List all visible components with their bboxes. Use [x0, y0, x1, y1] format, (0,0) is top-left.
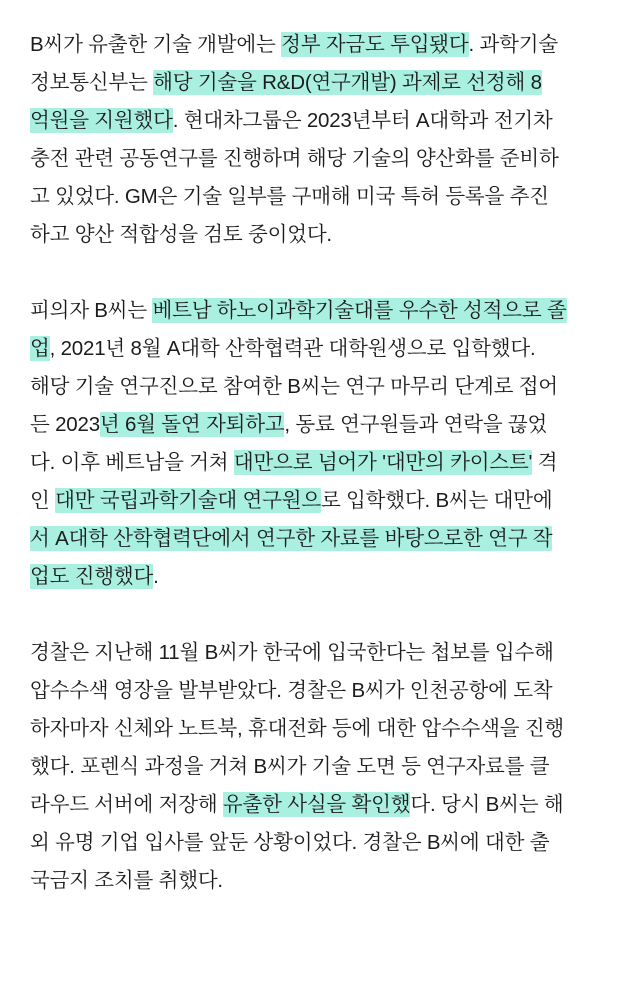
- body-text: 로 입학했다. B씨는 대만에: [320, 489, 553, 512]
- paragraph-3: [30, 634, 612, 900]
- paragraph-2: [30, 292, 612, 596]
- highlighted-text: 베트남 하노이과학기술대를 우수한 성적으로 졸 업: [30, 299, 567, 360]
- body-text: , 동료 연구원들과 연락을 끊었 다. 이후 베트남을 거쳐: [30, 413, 548, 474]
- body-text: . 과학기술 정보통신부는: [30, 33, 558, 94]
- body-text: B씨가 유출한 기술 개발에는: [30, 33, 282, 56]
- highlighted-text: 해당 기술을 R&D(연구개발) 과제로 선정해 8 억원을 지원했다: [30, 71, 542, 132]
- body-text: 다. 당시 B씨는 해 외 유명 기업 입사를 앞둔 상황이었다. 경찰은 B씨에 대한 출 국금지 조치를 취했다.: [30, 793, 564, 892]
- body-text: 피의자 B씨는: [30, 299, 153, 322]
- paragraph-1: [30, 26, 612, 254]
- body-text: .: [153, 565, 159, 588]
- body-text: 격 인: [30, 451, 558, 512]
- highlighted-text: 서 A대학 산학협력단에서 연구한 자료를 바탕으로한 연구 작 업도 진행했다: [30, 527, 553, 588]
- highlighted-text: 대만으로 넘어가 '대만의 카이스트': [233, 451, 533, 474]
- body-text: 경찰은 지난해 11월 B씨가 한국에 입국한다는 첩보를 입수해 압수수색 영장을 발부받았다. 경찰은 B씨가 인천공항에 도착 하자마자 신체와 노트북, 휴대전화 등에 대한 압수수색을 진행 했다. 포렌식 과정을 거쳐 B씨가 기술 도면 등 연구자료를 클 라우드 서버에 저장해: [30, 641, 565, 816]
- body-text: , 2021년 8월 A대학 산학협력관 대학원생으로 입학했다. 해당 기술 연구진으로 참여한 B씨는 연구 마무리 단계로 접어 든 2023: [30, 337, 558, 436]
- highlighted-text: 년 6월 돌연 자퇴하고: [99, 413, 285, 436]
- highlighted-text: 유출한 사실을 확인했: [222, 793, 411, 816]
- body-text: . 현대차그룹은 2023년부터 A대학과 전기차 충전 관련 공동연구를 진행하며 해당 기술의 양산화를 준비하 고 있었다. GM은 기술 일부를 구매해 미국 특허 등록을 추진 하고 양산 적합성을 검토 중이었다.: [30, 109, 559, 246]
- article-body: [30, 26, 612, 900]
- highlighted-text: 정부 자금도 투입됐다: [281, 33, 469, 56]
- highlighted-text: 대만 국립과학기술대 연구원으: [55, 489, 321, 512]
